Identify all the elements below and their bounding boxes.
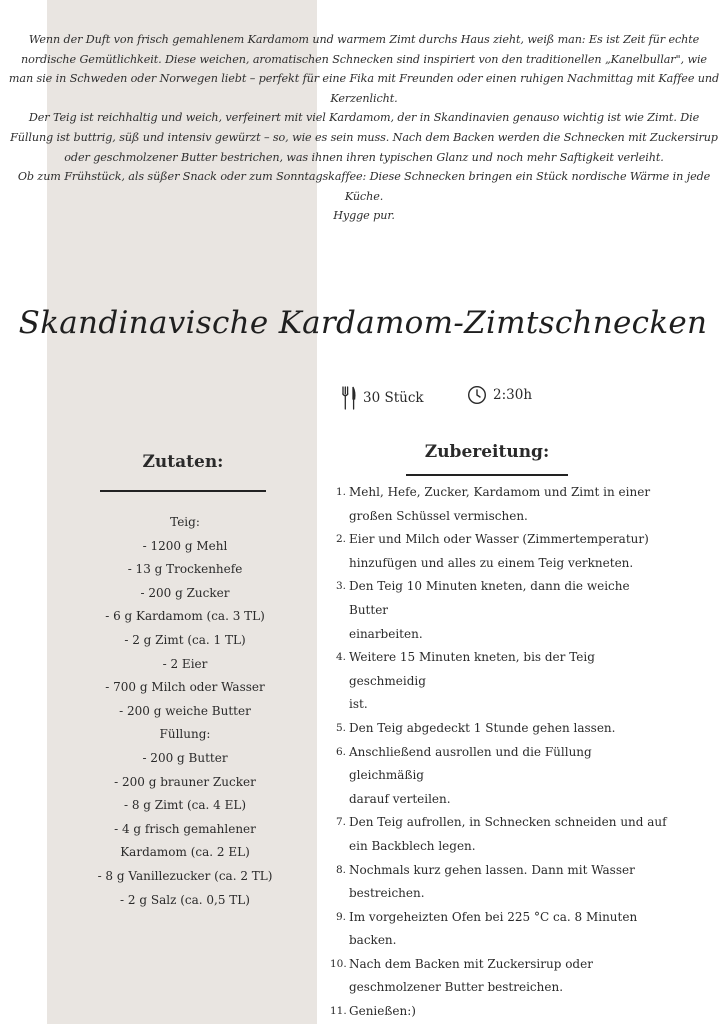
step-text: hinzufügen und alles zu einem Teig verkneten.: [349, 555, 634, 570]
step-text: großen Schüssel vermischen.: [349, 508, 528, 523]
step-text: ist.: [349, 697, 368, 712]
step-item: [330, 528, 670, 552]
step-number: 11.: [330, 1005, 347, 1018]
time-text: 2:30h: [493, 387, 533, 403]
step-number: 2.: [335, 533, 346, 546]
step-continuation: [330, 788, 670, 812]
step-item: [330, 717, 670, 741]
step-item: [330, 575, 670, 622]
preparation-divider: [406, 474, 568, 476]
step-item: [330, 859, 670, 883]
step-number-spacer: [330, 788, 347, 812]
step-number-spacer: [330, 552, 347, 576]
step-number-spacer: [330, 835, 347, 859]
step-number: 1.: [335, 486, 346, 498]
ingredient-line: - 200 g brauner Zucker: [114, 774, 256, 789]
ingredients-list: [62, 511, 308, 912]
step-item: [330, 481, 670, 505]
step-number: 4.: [335, 651, 346, 664]
ingredient-line: - 2 Eier: [162, 656, 208, 671]
ingredient-line: - 4 g frisch gemahlener: [114, 821, 256, 836]
ingredient-line: - 13 g Trockenhefe: [127, 562, 243, 577]
step-number: 6.: [335, 745, 346, 758]
ingredient-line: Teig:: [170, 515, 200, 529]
step-number: 9.: [335, 910, 346, 923]
ingredient-line: - 200 g Zucker: [140, 585, 230, 600]
ingredient-line: - 8 g Zimt (ca. 4 EL): [123, 798, 247, 813]
ingredient-line: - 200 g Butter: [142, 750, 228, 765]
step-text: Nochmals kurz gehen lassen. Dann mit Wasser: [349, 862, 635, 877]
ingredient-line: - 200 g weiche Butter: [119, 703, 251, 718]
step-continuation: [330, 835, 670, 859]
step-text: Im vorgeheizten Ofen bei 225 °C ca. 8 Minuten: [349, 909, 638, 924]
step-item: [330, 811, 670, 835]
ingredient-line: - 1200 g Mehl: [142, 538, 228, 553]
ingredient-line: - 8 g Vanillezucker (ca. 2 TL): [97, 868, 273, 883]
step-text: Mehl, Hefe, Zucker, Kardamom und Zimt in einer: [349, 485, 651, 499]
step-number-spacer: [330, 882, 347, 906]
intro-text: [8, 30, 720, 226]
servings-text: 30 Stück: [363, 390, 424, 406]
step-text: ein Backblech legen.: [349, 838, 476, 853]
fork-knife-icon: [341, 385, 357, 411]
step-item: [330, 741, 670, 788]
step-text: Eier und Milch oder Wasser (Zimmertemperatur): [349, 532, 649, 547]
step-text: bestreichen.: [349, 886, 425, 901]
recipe-title: Skandinavische Kardamom-Zimtschnecken: [18, 305, 708, 341]
step-item: [330, 1000, 670, 1024]
step-text: Den Teig abgedeckt 1 Stunde gehen lassen.: [349, 720, 616, 735]
step-text: Den Teig 10 Minuten kneten, dann die weiche Butter: [349, 579, 630, 617]
intro-paragraph: Wenn der Duft von frisch gemahlenem Kardamom und warmem Zimt durchs Haus zieht, weiß man: Es ist Zeit für echte nordische Gemütlichkeit. Diese weichen, aromatischen Schnecken sind inspiriert von den traditionellen „Kanelbullar", wie man sie in Schweden oder Norwegen liebt – perfekt für eine Fika mit Freunden oder einen ruhigen Nachmittag mit Kaffee und Kerzenlicht.: [8, 33, 720, 105]
intro-paragraph: Der Teig ist reichhaltig und weich, verfeinert mit viel Kardamom, der in Skandinavien genauso wichtig ist wie Zimt. Die Füllung ist buttrig, süß und intensiv gewürzt – so, wie es sein muss. Nach dem Backen werden die Schnecken mit Zuckersirup oder geschmolzener Butter bestrichen, was ihnen ihren typischen Glanz und noch mehr Saftigkeit verleiht.: [10, 111, 718, 164]
step-text: Weitere 15 Minuten kneten, bis der Teig geschmeidig: [349, 650, 595, 688]
step-text: Genießen:): [349, 1004, 416, 1019]
ingredient-line: Füllung:: [159, 727, 211, 742]
intro-paragraph: Hygge pur.: [333, 209, 395, 223]
step-continuation: [330, 882, 670, 906]
step-item: [330, 646, 670, 693]
step-number: 10.: [330, 957, 347, 970]
step-item: [330, 906, 670, 930]
ingredient-line: - 700 g Milch oder Wasser: [105, 680, 265, 695]
preparation-heading: Zubereitung:: [424, 442, 550, 462]
step-text: backen.: [349, 933, 397, 948]
step-number: 7.: [335, 816, 346, 829]
step-number: 5.: [335, 721, 346, 734]
servings-info: [341, 385, 424, 411]
step-number: 3.: [335, 580, 346, 593]
ingredients-divider: [100, 490, 266, 492]
clock-icon: [467, 385, 487, 405]
step-text: einarbeiten.: [349, 626, 423, 641]
step-continuation: [330, 976, 670, 1000]
time-info: [467, 385, 532, 405]
ingredient-line: - 6 g Kardamom (ca. 3 TL): [105, 609, 265, 624]
step-item: [330, 953, 670, 977]
step-continuation: [330, 505, 670, 529]
step-number: 8.: [335, 863, 346, 876]
ingredient-line: - 2 g Zimt (ca. 1 TL): [124, 632, 246, 647]
step-text: Nach dem Backen mit Zuckersirup oder: [349, 956, 593, 971]
step-number-spacer: [330, 929, 347, 953]
step-text: Anschließend ausrollen und die Füllung gleichmäßig: [349, 744, 592, 783]
step-text: geschmolzener Butter bestreichen.: [349, 980, 564, 995]
step-number-spacer: [330, 693, 347, 717]
step-number-spacer: [330, 623, 347, 647]
step-continuation: [330, 623, 670, 647]
step-number-spacer: [330, 505, 347, 529]
ingredient-line: - 2 g Salz (ca. 0,5 TL): [120, 892, 250, 907]
step-continuation: [330, 929, 670, 953]
step-continuation: [330, 552, 670, 576]
ingredient-line: Kardamom (ca. 2 EL): [120, 845, 250, 860]
intro-paragraph: Ob zum Frühstück, als süßer Snack oder zum Sonntagskaffee: Diese Schnecken bringen ein Stück nordische Wärme in jede Küche.: [17, 170, 711, 203]
step-continuation: [330, 693, 670, 717]
ingredients-heading: Zutaten:: [142, 452, 224, 472]
step-text: Den Teig aufrollen, in Schnecken schneiden und auf: [349, 815, 667, 830]
preparation-steps: [330, 481, 670, 1024]
step-number-spacer: [330, 976, 347, 1000]
step-text: darauf verteilen.: [349, 791, 451, 806]
